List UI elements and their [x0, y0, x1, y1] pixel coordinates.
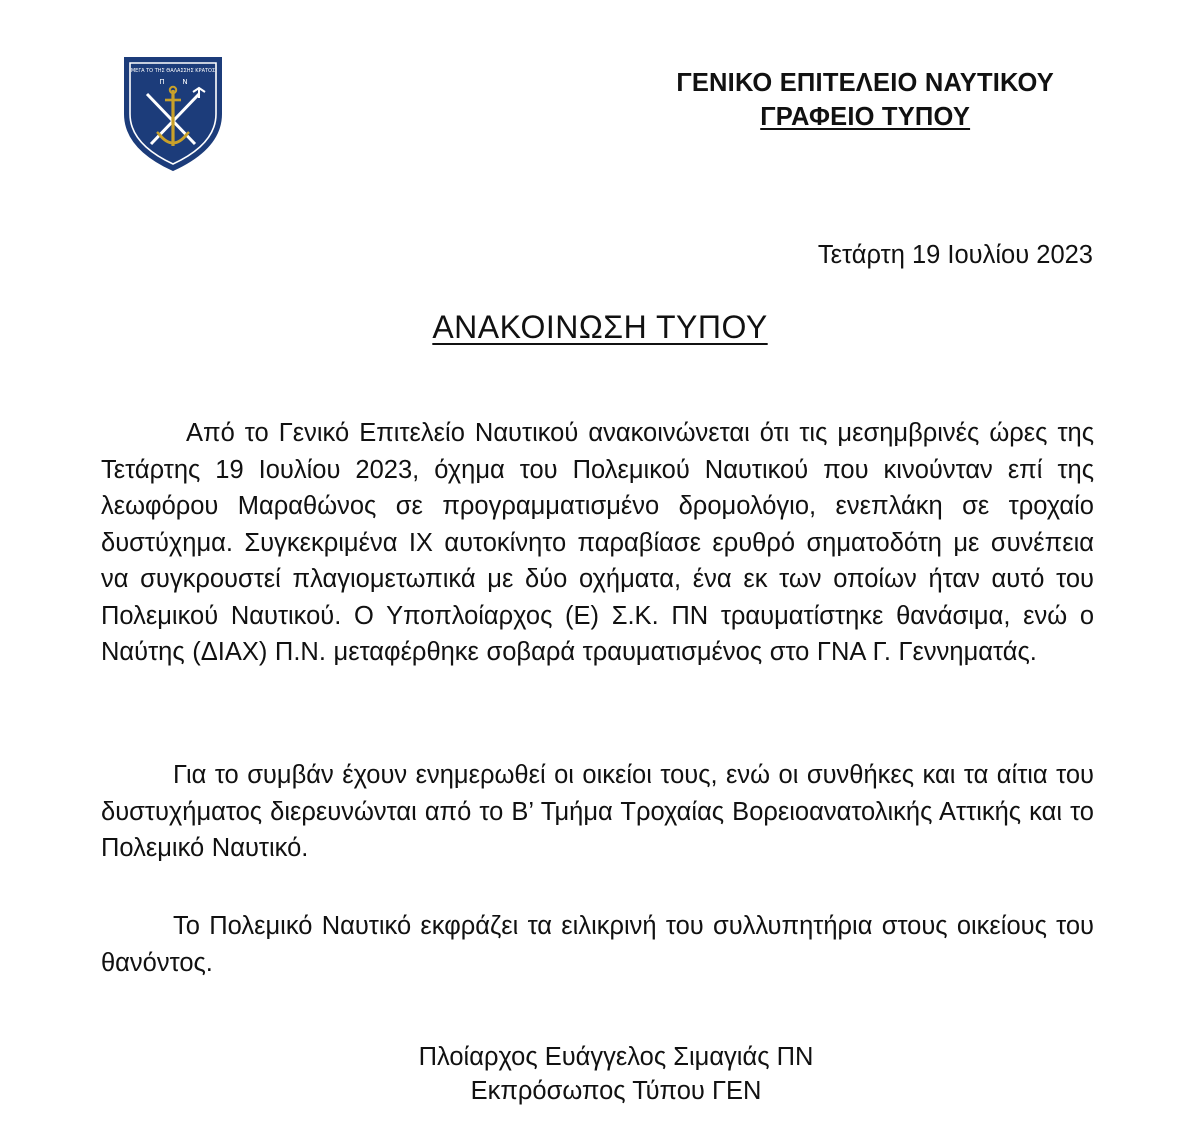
svg-text:Ν: Ν [182, 78, 188, 86]
document-date: Τετάρτη 19 Ιουλίου 2023 [817, 241, 1093, 269]
paragraph-1: Από το Γενικό Επιτελείο Ναυτικού ανακοινώνεται ότι τις μεσημβρινές ώρες της Τετάρτης 19 Ιουλίου 2023, όχημα του Πολεμικού Ναυτικού που κινούνταν επί της λεωφόρου Μαραθώνος σε προγραμματισμένο δρομολόγιο, ενεπλάκη σε τροχαίο δυστύχημα. Συγκεκριμένα ΙΧ αυτοκίνητο παραβίασε ερυθρό σηματοδότη με συνέπεια να συγκρουστεί πλαγιομετωπικά με δύο οχήματα, ένα εκ των οποίων ήταν αυτό του Πολεμικού Ναυτικού. Ο Υποπλοίαρχος (Ε) Σ.Κ. ΠΝ τραυματίστηκε θανάσιμα, ενώ ο Ναύτης (ΔΙΑΧ) Π.Ν. μεταφέρθηκε σοβαρά τραυματισμένος στο ΓΝΑ Γ. Γεννηματάς. [101, 419, 1094, 666]
emblem-shield [119, 52, 227, 174]
paragraph-2: Για το συμβάν έχουν ενημερωθεί οι οικείοι τους, ενώ οι συνθήκες και τα αίτια του δυστυχήματος διερευνώνται από το Β’ Τμήμα Τροχαίας Βορειοανατολικής Αττικής και το Πολεμικό Ναυτικό. [101, 761, 1094, 862]
title-text: ΑΝΑΚΟΙΝΩΣΗ ΤΥΠΟΥ [432, 309, 768, 345]
letterhead [676, 66, 1054, 134]
paragraph-3: Το Πολεμικό Ναυτικό εκφράζει τα ειλικρινή του συλλυπητήρια στους οικείους του θανόντος. [101, 912, 1094, 977]
organization-name: ΓΕΝΙΚΟ ΕΠΙΤΕΛΕΙΟ ΝΑΥΤΙΚΟΥ [676, 69, 1054, 97]
signature-block [296, 1040, 936, 1108]
emblem-motto: ΜΕΓΑ ΤΟ ΤΗΣ ΘΑΛΑΣΣΗΣ ΚΡΑΤΟΣ [130, 68, 216, 74]
document-title [0, 306, 1200, 348]
office-name: ΓΡΑΦΕΙΟ ΤΥΠΟΥ [760, 103, 971, 131]
signatory-name: Πλοίαρχος Ευάγγελος Σιμαγιάς ΠΝ [418, 1043, 814, 1071]
signatory-role: Εκπρόσωπος Τύπου ΓΕΝ [470, 1077, 762, 1105]
svg-text:Π: Π [159, 78, 165, 86]
hellenic-navy-emblem-icon [119, 52, 227, 174]
